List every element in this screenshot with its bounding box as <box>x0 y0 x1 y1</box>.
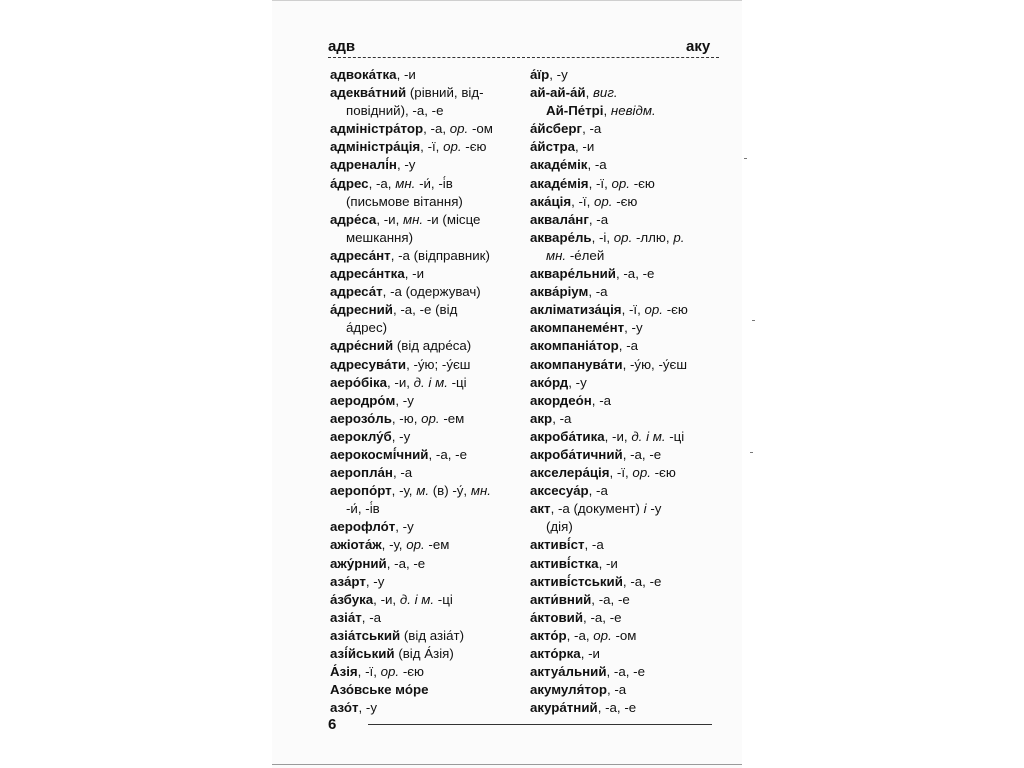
dictionary-entry: адреса́нт, -а (відправник) <box>330 247 490 263</box>
dictionary-entry: аквала́нг, -а <box>530 211 609 227</box>
dictionary-entry: акордео́н, -а <box>530 392 612 408</box>
dictionary-entry: акваре́льний, -а, -е <box>530 266 655 282</box>
dictionary-entry: адвока́тка, -и <box>330 67 416 82</box>
dictionary-entry: -и́, -і́в <box>346 501 380 517</box>
dictionary-entry: акомпанеме́нт, -у <box>530 320 643 336</box>
dictionary-entry: ажу́рний, -а, -е <box>330 555 426 571</box>
scan-speck <box>744 158 747 159</box>
dictionary-entry: а́ктовий, -а, -е <box>530 609 622 625</box>
dictionary-entry: азіа́тський (від азіа́т) <box>330 627 465 643</box>
dictionary-entry: а́їр, -у <box>530 67 568 82</box>
dictionary-entry: (дія) <box>546 519 573 535</box>
dictionary-entry: активі́стський, -а, -е <box>530 573 662 589</box>
dictionary-entry: аква́ріум, -а <box>530 284 608 300</box>
dictionary-entry: а́йстра, -и <box>530 139 595 155</box>
scan-speck <box>752 320 755 321</box>
dictionary-entry: аксесуа́р, -а <box>530 483 608 499</box>
dictionary-entry: адре́сний (від адре́са) <box>330 338 472 354</box>
guide-word-right: аку <box>686 38 711 55</box>
dictionary-entry: мешкання) <box>346 229 414 245</box>
dictionary-entry: адреналі́н, -у <box>330 157 416 173</box>
dictionary-entry: аеродро́м, -у <box>330 392 414 408</box>
dictionary-entry: аза́рт, -у <box>330 573 385 589</box>
dictionary-entry: адреса́нтка, -и <box>330 266 424 282</box>
dictionary-entry: акселера́ція, -ї, ор. -єю <box>530 465 676 481</box>
dictionary-entry: акто́р, -а, ор. -ом <box>530 627 637 643</box>
dictionary-entry: А́зія, -ї, ор. -єю <box>330 664 424 680</box>
page-top-edge <box>272 0 742 7</box>
dictionary-entry: мн. -е́лей <box>546 247 605 263</box>
dictionary-entry: адресува́ти, -у́ю; -у́єш <box>330 356 471 372</box>
dictionary-entry: Ай-Пе́трі, невідм. <box>546 103 656 119</box>
dictionary-entry: азо́т, -у <box>330 700 377 716</box>
dictionary-entry: аеро́біка, -и, д. і м. -ці <box>330 374 467 390</box>
dictionary-entry: акаде́мік, -а <box>530 157 607 173</box>
dictionary-entry: а́дрес) <box>346 320 388 336</box>
guide-word-left: адв <box>328 38 356 55</box>
dictionary-entry: а́дрес, -а, мн. -и́, -і́в <box>330 175 453 191</box>
scan-speck <box>750 452 753 453</box>
dictionary-entry: акомпанува́ти, -у́ю, -у́єш <box>530 356 687 372</box>
dictionary-entry: акумуля́тор, -а <box>530 682 627 698</box>
dictionary-entry: адреса́т, -а (одержувач) <box>330 284 481 300</box>
dictionary-entry: активі́стка, -и <box>530 555 618 571</box>
dictionary-entry: азіа́т, -а <box>330 609 382 625</box>
footer-rule <box>368 724 712 725</box>
dictionary-entry: аерофло́т, -у <box>330 519 414 535</box>
dictionary-entry: активі́ст, -а <box>530 537 604 553</box>
dictionary-entry: актуа́льний, -а, -е <box>530 664 645 680</box>
page-number: 6 <box>328 716 337 733</box>
dictionary-entry: аеропо́рт, -у, м. (в) -у́, мн. <box>330 483 491 499</box>
page-bottom-edge <box>272 764 742 765</box>
dictionary-entry: Азо́вське мо́ре <box>330 682 429 698</box>
dictionary-entry: акт, -а (документ) і -у <box>530 501 662 517</box>
dictionary-entry: аерозо́ль, -ю, ор. -ем <box>330 410 465 426</box>
dictionary-entry: акроба́тика, -и, д. і м. -ці <box>530 428 685 444</box>
dictionary-entry: аероклу́б, -у <box>330 428 411 444</box>
dictionary-entry: акр, -а <box>530 410 572 426</box>
dictionary-entry: повідний), -а, -е <box>346 103 444 119</box>
dictionary-entry: аеропла́н, -а <box>330 465 413 481</box>
dictionary-entry: акваре́ль, -і, ор. -ллю, р. <box>530 229 685 245</box>
dictionary-entry: ай-ай-а́й, виг. <box>530 85 618 101</box>
dictionary-entry: аерокосмі́чний, -а, -е <box>330 446 467 462</box>
left-column <box>330 66 530 717</box>
dictionary-entry: адміністра́ція, -ї, ор. -єю <box>330 139 487 155</box>
dictionary-entry: (письмове вітання) <box>346 193 463 209</box>
dictionary-entry: акомпаніа́тор, -а <box>530 338 639 354</box>
header-rule <box>328 57 719 58</box>
dictionary-entry: акура́тний, -а, -е <box>530 700 637 716</box>
dictionary-entry: акто́рка, -и <box>530 646 600 661</box>
right-column <box>530 66 730 717</box>
dictionary-entry: акаде́мія, -ї, ор. -єю <box>530 175 655 191</box>
dictionary-entry: адміністра́тор, -а, ор. -ом <box>330 121 493 137</box>
dictionary-entry: ако́рд, -у <box>530 374 587 390</box>
dictionary-entry: ажіота́ж, -у, ор. -ем <box>330 537 450 553</box>
dictionary-entry: адеква́тний (рівний, від- <box>330 85 484 101</box>
dictionary-entry: азі́йський (від А́зія) <box>330 646 454 661</box>
dictionary-entry: акроба́тичний, -а, -е <box>530 446 662 462</box>
dictionary-entry: ака́ція, -ї, ор. -єю <box>530 193 638 209</box>
dictionary-entry: а́йсберг, -а <box>530 121 602 137</box>
dictionary-entry: адре́са, -и, мн. -и (місце <box>330 211 481 227</box>
dictionary-entry: акліматиза́ція, -ї, ор. -єю <box>530 302 688 318</box>
dictionary-entry: акти́вний, -а, -е <box>530 591 630 607</box>
dictionary-entry: а́збука, -и, д. і м. -ці <box>330 591 453 607</box>
dictionary-entry: а́дресний, -а, -е (від <box>330 302 458 318</box>
